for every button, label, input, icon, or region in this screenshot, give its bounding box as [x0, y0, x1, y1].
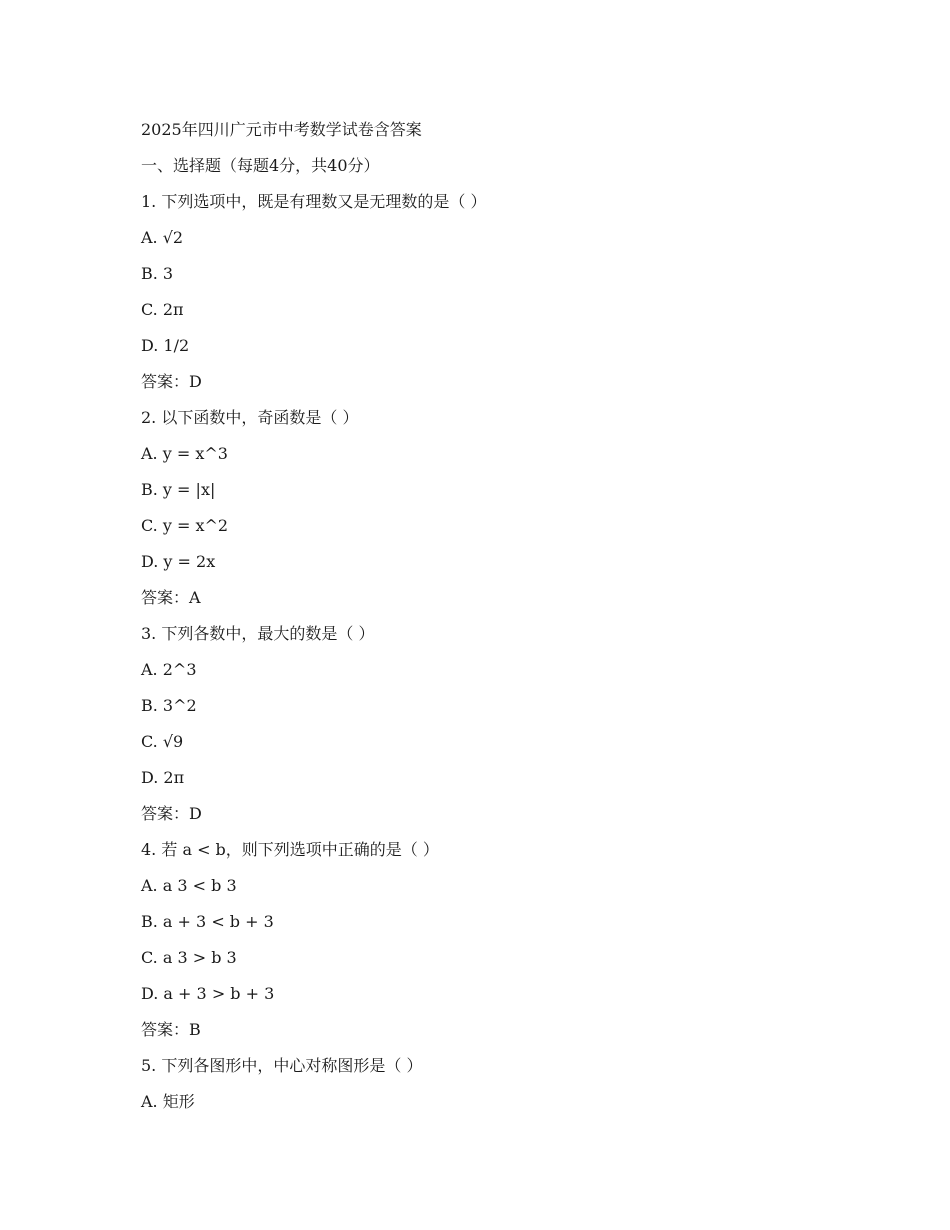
option-a: A. 2^3	[141, 660, 197, 679]
question-stem: 2. 以下函数中，奇函数是（ ）	[141, 408, 359, 427]
option-d: D. y = 2x	[141, 552, 216, 571]
option-d: D. a + 3 > b + 3	[141, 984, 275, 1003]
option-b: B. y = |x|	[141, 480, 216, 499]
question-2	[141, 400, 821, 616]
question-3	[141, 616, 821, 832]
option-b: B. 3^2	[141, 696, 197, 715]
option-a: A. y = x^3	[141, 444, 228, 463]
answer: 答案：A	[141, 588, 201, 607]
option-b: B. a + 3 < b + 3	[141, 912, 274, 931]
option-a: A. a 3 < b 3	[141, 876, 237, 895]
option-a: A. √2	[141, 228, 184, 247]
option-c: C. 2π	[141, 300, 184, 319]
question-stem: 1. 下列选项中，既是有理数又是无理数的是（ ）	[141, 192, 487, 211]
question-stem: 3. 下列各数中，最大的数是（ ）	[141, 624, 375, 643]
question-stem: 5. 下列各图形中，中心对称图形是（ ）	[141, 1056, 423, 1075]
option-b: B. 3	[141, 264, 174, 283]
question-5	[141, 1048, 821, 1120]
option-d: D. 2π	[141, 768, 185, 787]
question-4	[141, 832, 821, 1048]
option-c: C. √9	[141, 732, 184, 751]
question-stem: 4. 若 a < b，则下列选项中正确的是（ ）	[141, 840, 439, 859]
answer: 答案：D	[141, 372, 202, 391]
option-a: A. 矩形	[141, 1092, 195, 1111]
option-d: D. 1/2	[141, 336, 190, 355]
document-page	[141, 112, 821, 1120]
option-c: C. y = x^2	[141, 516, 229, 535]
document-title: 2025年四川广元市中考数学试卷含答案	[141, 120, 422, 139]
option-c: C. a 3 > b 3	[141, 948, 237, 967]
section-heading: 一、选择题（每题4分，共40分）	[141, 156, 380, 175]
question-1	[141, 184, 821, 400]
answer: 答案：B	[141, 1020, 201, 1039]
answer: 答案：D	[141, 804, 202, 823]
